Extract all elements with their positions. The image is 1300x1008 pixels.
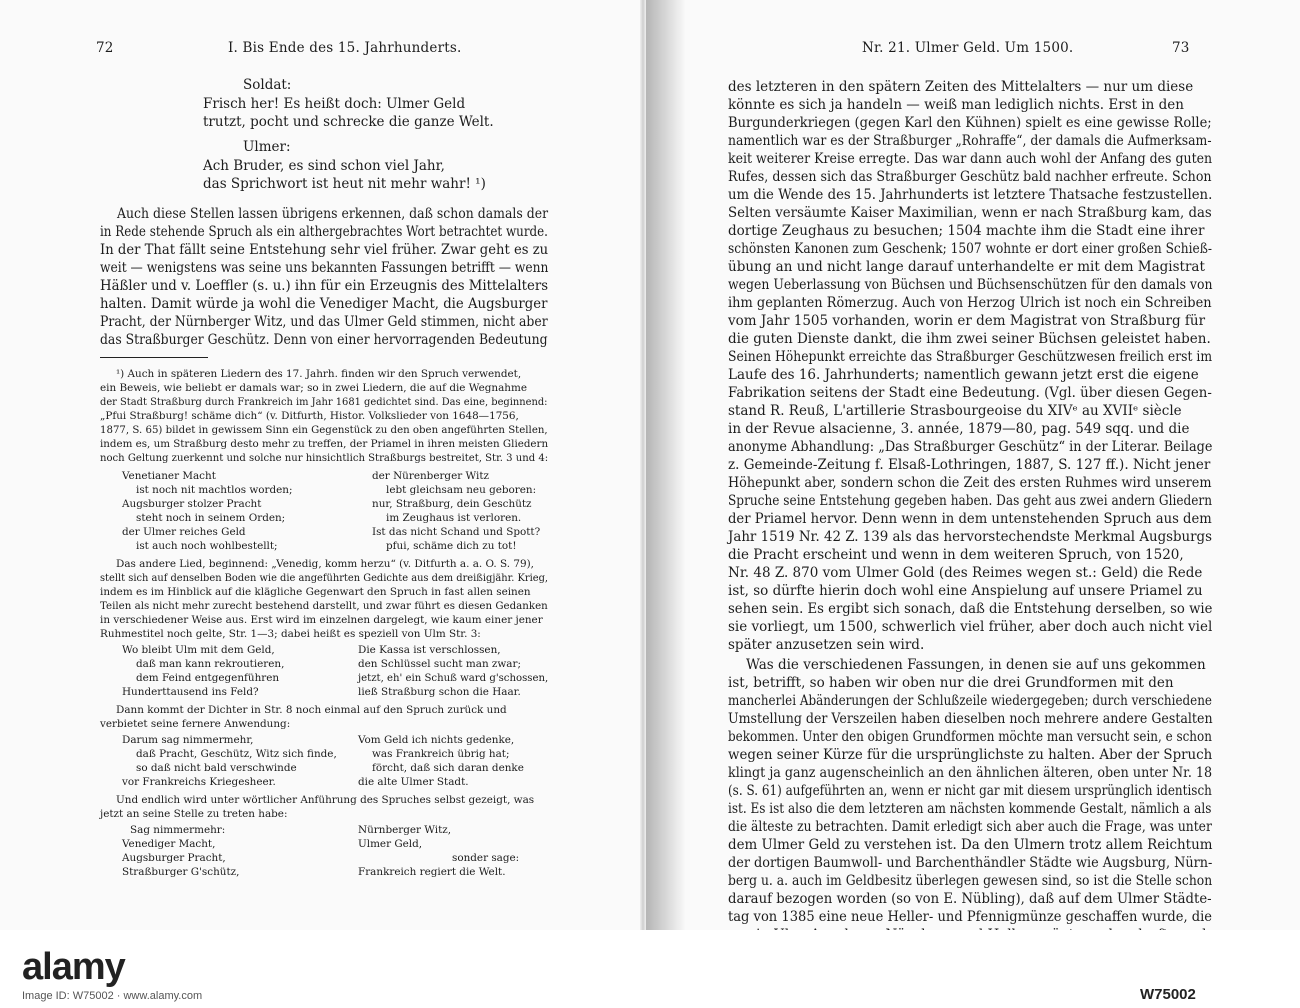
footnote-rule (100, 357, 208, 358)
body-text-line: Umstellung der Verszeilen haben dieselben noch mehrere andere Gestalten (728, 711, 1213, 727)
watermark-logo: alamy (22, 946, 125, 988)
speaker-label: Soldat: (243, 77, 292, 93)
footnote-verse-line: Hunderttausend ins Feld? (122, 686, 259, 698)
body-text-line: Laufe des 16. Jahrhunderts; namentlich gewann jetzt erst die eigene (728, 367, 1199, 383)
footnote-verse-line: Nürnberger Witz, (358, 824, 452, 836)
body-text-line: ist, so dürfte hierin doch wohl eine Anspielung auf unsere Priamel zu (728, 583, 1203, 599)
gutter-shadow (646, 0, 686, 930)
body-text-line: dortige Zeughaus zu besuchen; 1504 machte ihm die Stadt eine ihrer (728, 223, 1205, 239)
footnote-verse-line: im Zeughaus ist verloren. (386, 512, 522, 524)
body-text-line: Nr. 48 Z. 870 vom Ulmer Gold (des Reimes wegen st.: Geld) die Rede (728, 565, 1203, 581)
footnote-verse-line: der Ulmer reiches Geld (122, 526, 246, 538)
body-text-line: schönsten Kanonen zum Geschenk; 1507 wohnte er dort einer großen Schieß- (728, 241, 1212, 257)
left-running-head: I. Bis Ende des 15. Jahrhunderts. (228, 40, 462, 56)
footnote-line: 1877, S. 65) bildet in gewissem Sinn ein Gegenstück zu den oben angeführten Stellen, (100, 424, 548, 436)
body-text-line: ihm geplanten Römerzug. Auch von Herzog Ulrich ist noch ein Schreiben (728, 295, 1212, 311)
footnote-verse-line: Sag nimmermehr: (130, 824, 226, 836)
body-text-line: stand R. Reuß, L'artillerie Strasbourgeoise du XIVᵉ au XVIIᵉ siècle (728, 403, 1182, 419)
body-text-line: sehen sein. Es ergibt sich sonach, daß die Entstehung derselben, so wie (728, 601, 1213, 617)
footnote-verse-line: der Nürenberger Witz (372, 470, 489, 482)
body-text-line: sie vorliegt, um 1500, schwerlich viel früher, aber doch auch nicht viel (728, 619, 1213, 635)
body-text-line: die guten Dienste dankt, die ihm zwei seiner Büchsen geleistet haben. (728, 331, 1211, 347)
body-text-line: Jahr 1519 Nr. 42 Z. 139 als das hervorstechendste Merkmal Augsburgs (728, 529, 1212, 545)
left-page-number: 72 (96, 40, 114, 56)
footnote-line: Und endlich wird unter wörtlicher Anführung des Spruches selbst gezeigt, was (116, 794, 535, 806)
verse-line: Ach Bruder, es sind schon viel Jahr, (203, 158, 445, 174)
body-text-line: Höhepunkt aber, sondern schon die Zeit des ersten Ruhmes wird unserem (728, 475, 1212, 491)
footnote-line: in verschiedener Weise aus. Erst wird im einzelnen dargelegt, wie kaum einer jener (100, 614, 543, 626)
body-text-line: weit — wenigstens was seine uns bekannten Fassungen betrifft — wenn (100, 260, 549, 276)
body-text-line: in der Revue alsacienne, 3. année, 1879—80, pag. 549 sqq. und die (728, 421, 1190, 437)
left-page (0, 0, 640, 930)
footnote-verse-line: förcht, daß sich daran denke (372, 762, 524, 774)
body-text-line: ist. Es ist also die dem letzteren am nächsten kommende Gestalt, nämlich a als (728, 801, 1212, 817)
footnote-line: verbietet seine fernere Anwendung: (100, 718, 291, 730)
footnote-line: noch Geltung zuerkennt und solche nur hinsichtlich Straßburgs bestreitet, Str. 3 und 4: (100, 452, 549, 464)
footnote-line: indem es im Hinblick auf die klägliche Gegenwart den Spruch in fast allen seinen (100, 586, 531, 598)
footnote-verse-line: Wo bleibt Ulm mit dem Geld, (122, 644, 275, 656)
footnote-verse-line: Augsburger Pracht, (122, 852, 226, 864)
body-text-line: die Pracht erscheint und wenn in dem weiteren Spruch, von 1520, (728, 547, 1184, 563)
verse-line: Frisch her! Es heißt doch: Ulmer Geld (203, 96, 466, 112)
body-text-line: vom Jahr 1505 vorhanden, worin er dem Magistrat von Straßburg für (728, 313, 1206, 329)
footnote-verse-line: sonder sage: (452, 852, 520, 864)
footnote-verse-line: was Frankreich übrig hat; (372, 748, 510, 760)
body-text-line: keit weiterer Kreise erregte. Das war dann auch wohl der Anfang des guten (728, 151, 1213, 167)
body-text-line: des letzteren in den spätern Zeiten des Mittelalters — nur um diese (728, 79, 1194, 95)
footnote-line: indem es, um Straßburg desto mehr zu treffen, der Priamel in ihren meisten Gliedern (100, 438, 549, 450)
footnote-verse-line: dem Feind entgegenführen (136, 672, 280, 684)
footnote-verse-line: Straßburger G'schütz, (122, 866, 240, 878)
body-text-line: halten. Damit würde ja wohl die Venediger Macht, die Augsburger (100, 296, 548, 312)
footnote-verse-line: daß man kann rekroutieren, (136, 658, 285, 670)
body-text-line: z. Gemeinde-Zeitung f. Elsaß-Lothringen, 1887, S. 127 ff.). Nicht jener (728, 457, 1211, 473)
body-text-line: die älteste zu betrachten. Damit erledigt sich aber auch die Frage, was unter (728, 819, 1212, 835)
footnote-verse-line: Frankreich regiert die Welt. (358, 866, 506, 878)
footnote-line: Dann kommt der Dichter in Str. 8 noch einmal auf den Spruch zurück und (116, 704, 507, 716)
footnote-verse-line: Ist das nicht Schand und Spott? (372, 526, 541, 538)
footnote-verse-line: Darum sag nimmermehr, (122, 734, 254, 746)
footnote-verse-line: vor Frankreichs Kriegesheer. (122, 776, 276, 788)
body-text-line: darauf bezogen worden (so von E. Nübling), daß auf dem Ulmer Städte- (728, 891, 1212, 907)
footnote-verse-line: pfui, schäme dich zu tot! (386, 540, 517, 552)
body-text-line: später anzusetzen sein wird. (728, 637, 925, 653)
body-text-line: um die Wende des 15. Jahrhunderts ist letztere Thatsache festzustellen. (728, 187, 1213, 203)
footnote-line: ¹) Auch in späteren Liedern des 17. Jahrh. finden wir den Spruch verwendet, (116, 368, 522, 380)
footnote-verse-line: ist auch noch wohlbestellt; (136, 540, 278, 552)
body-text-line: das Straßburger Geschütz. Denn von einer hervorragenden Bedeutung (100, 332, 548, 348)
body-text-line: Rufes, dessen sich das Straßburger Geschütz bald nachher erfreute. Schon (728, 169, 1212, 185)
footnote-line: Ruhmestitel noch gelte, Str. 1—3; dabei heißt es speziell von Ulm Str. 3: (100, 628, 481, 640)
footnote-verse-line: so daß nicht bald verschwinde (136, 762, 297, 774)
body-text-line: Selten versäumte Kaiser Maximilian, wenn er nach Straßburg kam, das (728, 205, 1212, 221)
body-text-line: tag von 1385 eine neue Heller- und Pfennigmünze geschaffen wurde, die (728, 909, 1213, 925)
footnote-line: jetzt an seine Stelle zu treten habe: (100, 808, 288, 820)
body-text-line: dem Ulmer Geld zu verstehen ist. Da den Ulmern trotz allem Reichtum (728, 837, 1213, 853)
watermark-image-id: W75002 (1140, 986, 1196, 1003)
body-text-line: Häßler und v. Loeffler (s. u.) ihn für ein Erzeugnis des Mittelalters (100, 278, 549, 294)
body-text-line: Was die verschiedenen Fassungen, in denen sie auf uns gekommen (746, 657, 1206, 673)
body-text-line: Spruche seine Entstehung gegeben haben. Das geht aus zwei andern Gliedern (728, 493, 1213, 509)
footnote-line: Teilen als nicht mehr zurecht bestehend darstellt, und zwar führt es diesen Gedanken (100, 600, 548, 612)
verse-line: das Sprichwort ist heut nit mehr wahr! ¹) (203, 176, 486, 192)
body-text-line: Pracht, der Nürnberger Witz, und das Ulmer Geld stimmen, nicht aber (100, 314, 548, 330)
footnote-verse-line: lebt gleichsam neu geboren: (386, 484, 537, 496)
footnote-verse-line: Die Kassa ist verschlossen, (358, 644, 501, 656)
footnote-verse-line: den Schlüssel sucht man zwar; (358, 658, 521, 670)
footnote-verse-line: Venediger Macht, (122, 838, 216, 850)
body-text-line: ist, betrifft, so haben wir oben nur die drei Grundformen mit den (728, 675, 1174, 691)
body-text-line: namentlich war es der Straßburger „Rohraffe“, der damals die Aufmerksam- (728, 133, 1212, 149)
body-text-line: In der That fällt seine Entstehung sehr viel früher. Zwar geht es zu (100, 242, 549, 258)
body-text-line: wegen Ueberlassung von Büchsen und Büchsenschützen für den damals von (728, 277, 1213, 293)
footnote-verse-line: daß Pracht, Geschütz, Witz sich finde, (136, 748, 337, 760)
watermark-credit: Image ID: W75002 · www.alamy.com (22, 990, 203, 1002)
footnote-line: „Pfui Straßburg! schäme dich“ (v. Ditfurth, Histor. Volkslieder von 1648—1756, (100, 410, 519, 422)
right-running-head: Nr. 21. Ulmer Geld. Um 1500. (862, 40, 1074, 56)
footnote-line: der Stadt Straßburg durch Frankreich im Jahr 1681 gedichtet sind. Das eine, beginnend: (100, 396, 548, 408)
footnote-verse-line: ließ Straßburg schon die Haar. (358, 686, 521, 698)
speaker-label: Ulmer: (243, 139, 291, 155)
body-text-line: klingt ja ganz augenscheinlich an den ähnlichen älteren, oben unter Nr. 18 (728, 765, 1213, 781)
footnote-verse-line: die alte Ulmer Stadt. (358, 776, 469, 788)
body-text-line: (s. S. 61) aufgeführten an, wenn er nicht gar mit diesem ursprünglich identisch (728, 783, 1212, 799)
body-text-line: Burgunderkriegen (gegen Karl den Kühnen) spielt es eine gewisse Rolle; (728, 115, 1212, 131)
body-text-line: in Rede stehende Spruch als ein althergebrachtes Wort betrachtet wurde. (100, 224, 548, 240)
footnote-verse-line: Venetianer Macht (122, 470, 216, 482)
body-text-line: berg u. a. auch im Geldbesitz überlegen gewesen sind, so ist die Stelle schon (728, 873, 1213, 889)
footnote-verse-line: nur, Straßburg, dein Geschütz (372, 498, 532, 510)
footnote-verse-line: steht noch in seinem Orden; (136, 512, 286, 524)
body-text-line: Fabrikation seitens der Stadt eine Bedeutung. (Vgl. über diesen Gegen- (728, 385, 1212, 401)
body-text-line: wegen seiner Kürze für die ursprünglichste zu halten. Aber der Spruch (728, 747, 1213, 763)
body-text-line: anonyme Abhandlung: „Das Straßburger Geschütz“ in der Literar. Beilage (728, 439, 1213, 455)
footnote-line: stellt sich auf denselben Boden wie die angeführten Gedichte aus dem dreißigjähr. Krieg, (100, 572, 549, 584)
footnote-line: ein Beweis, wie beliebt er damals war; so in zwei Liedern, die auf die Wegnahme (100, 382, 527, 394)
footnote-verse-line: jetzt, eh' ein Schuß ward g'schossen, (358, 672, 549, 684)
footnote-verse-line: ist noch nit machtlos worden; (136, 484, 293, 496)
footnote-line: Das andere Lied, beginnend: „Venedig, komm herzu“ (v. Ditfurth a. a. O. S. 79), (116, 558, 534, 570)
body-text-line: mancherlei Abänderungen der Schlußzeile wiedergegeben; durch verschiedene (728, 693, 1213, 709)
body-text-line: Auch diese Stellen lassen übrigens erkennen, daß schon damals der (117, 206, 549, 222)
verse-line: trutzt, pocht und schrecke die ganze Welt. (203, 114, 494, 130)
body-text-line: übung an und nicht lange darauf unterhandelte er mit dem Magistrat (728, 259, 1205, 275)
footnote-verse-line: Ulmer Geld, (358, 838, 423, 850)
body-text-line: Seinen Höhepunkt erreichte das Straßburger Geschützwesen freilich erst im (728, 349, 1213, 365)
body-text-line: könnte es sich ja handeln — weiß man lediglich nichts. Erst in den (728, 97, 1184, 113)
footnote-verse-line: Vom Geld ich nichts gedenke, (358, 734, 515, 746)
footnote-verse-line: Augsburger stolzer Pracht (122, 498, 262, 510)
right-page-number: 73 (1172, 40, 1190, 56)
body-text-line: der Priamel hervor. Denn wenn in dem untenstehenden Spruch aus dem (728, 511, 1212, 527)
body-text-line: bekommen. Unter den obigen Grundformen möchte man versucht sein, e schon (728, 729, 1212, 745)
body-text-line: der dortigen Baumwoll- und Barchenthändler Städte wie Augsburg, Nürn- (728, 855, 1213, 871)
